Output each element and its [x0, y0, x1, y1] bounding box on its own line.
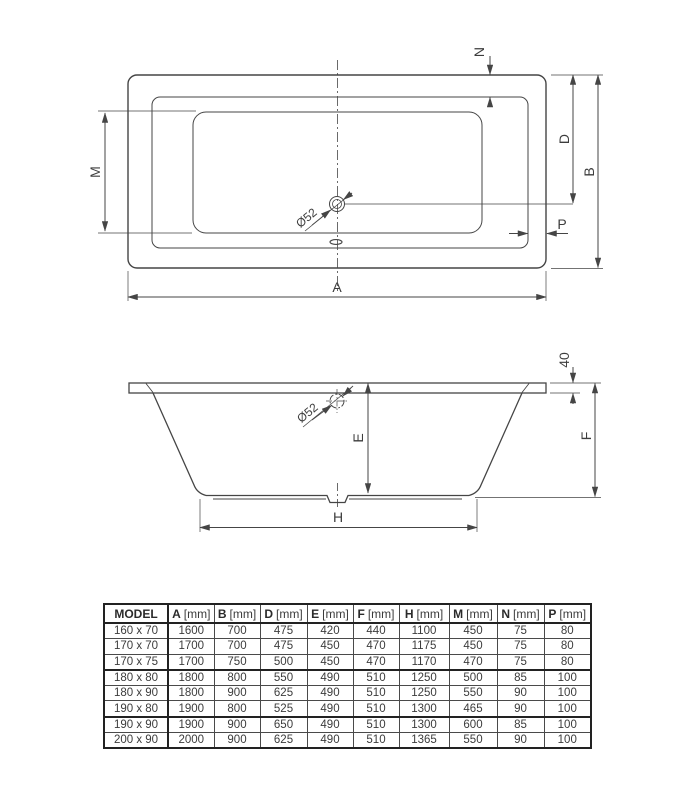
- dim-cell: 500: [449, 670, 497, 686]
- col-header-h: H [mm]: [399, 604, 449, 623]
- dim-cell: 500: [260, 654, 307, 670]
- overflow-diameter-label: Ø52: [294, 400, 321, 426]
- dim-cell: 525: [260, 701, 307, 717]
- dim-cell: 1700: [168, 639, 214, 654]
- dim-cell: 470: [353, 654, 399, 670]
- dim-cell: 700: [214, 623, 260, 639]
- dim-cell: 100: [544, 717, 591, 733]
- dim-cell: 800: [214, 701, 260, 717]
- table-row: [104, 686, 591, 701]
- top-view: [87, 47, 603, 301]
- table-row: [104, 717, 591, 733]
- dim-cell: 470: [449, 654, 497, 670]
- dim-cell: 420: [307, 623, 353, 639]
- dim-cell: 490: [307, 733, 353, 749]
- dim-cell: 80: [544, 639, 591, 654]
- dim-cell: 1250: [399, 686, 449, 701]
- model-cell: 170 x 70: [104, 639, 168, 654]
- dim-cell: 1175: [399, 639, 449, 654]
- dim-cell: 85: [497, 717, 544, 733]
- dim-label-H: H: [332, 509, 344, 525]
- dim-cell: 75: [497, 623, 544, 639]
- dim-cell: 90: [497, 686, 544, 701]
- right-wall: [469, 393, 522, 496]
- dim-cell: 900: [214, 733, 260, 749]
- col-header-model: MODEL: [104, 604, 168, 623]
- side-view: [129, 352, 601, 532]
- dim-cell: 800: [214, 670, 260, 686]
- model-cell: 180 x 80: [104, 670, 168, 686]
- dim-cell: 85: [497, 670, 544, 686]
- dim-cell: 700: [214, 639, 260, 654]
- dim-cell: 900: [214, 717, 260, 733]
- table-row: [104, 701, 591, 717]
- model-cell: 200 x 90: [104, 733, 168, 749]
- overflow-hole-top: [330, 240, 342, 245]
- dim-cell: 625: [260, 733, 307, 749]
- dim-cell: 75: [497, 654, 544, 670]
- dim-label-M: M: [87, 166, 103, 178]
- col-header-d: D [mm]: [260, 604, 307, 623]
- table-row: [104, 623, 591, 639]
- dim-cell: 100: [544, 733, 591, 749]
- dim-cell: 650: [260, 717, 307, 733]
- table-row: [104, 733, 591, 749]
- dim-cell: 550: [449, 686, 497, 701]
- dim-cell: 550: [449, 733, 497, 749]
- col-header-p: P [mm]: [544, 604, 591, 623]
- dim-cell: 1365: [399, 733, 449, 749]
- dim-cell: 1250: [399, 670, 449, 686]
- model-cell: 190 x 90: [104, 717, 168, 733]
- model-cell: 190 x 80: [104, 701, 168, 717]
- dim-label-F: F: [578, 431, 594, 441]
- tub-inner-rim: [152, 97, 528, 248]
- dim-cell: 90: [497, 733, 544, 749]
- dim-cell: 1600: [168, 623, 214, 639]
- table-row: [104, 639, 591, 654]
- dim-cell: 1300: [399, 701, 449, 717]
- dim-label-P: P: [557, 216, 567, 232]
- dim-cell: 490: [307, 701, 353, 717]
- dim-cell: 465: [449, 701, 497, 717]
- col-header-n: N [mm]: [497, 604, 544, 623]
- dim-cell: 475: [260, 623, 307, 639]
- dim-cell: 450: [307, 639, 353, 654]
- dim-cell: 550: [260, 670, 307, 686]
- dim-cell: 80: [544, 654, 591, 670]
- model-cell: 160 x 70: [104, 623, 168, 639]
- dim-cell: 100: [544, 686, 591, 701]
- table-header-row: [104, 604, 591, 623]
- dim-label-A: A: [332, 279, 342, 295]
- drain-diameter-label: Ø52: [293, 205, 320, 231]
- dim-cell: 490: [307, 717, 353, 733]
- dim-cell: 1700: [168, 654, 214, 670]
- dim-cell: 600: [449, 717, 497, 733]
- dim-label-N: N: [471, 46, 487, 58]
- dim-cell: 490: [307, 670, 353, 686]
- rim-profile: [129, 383, 546, 393]
- dim-cell: 1800: [168, 670, 214, 686]
- col-header-e: E [mm]: [307, 604, 353, 623]
- dim-cell: 1300: [399, 717, 449, 733]
- dim-cell: 75: [497, 639, 544, 654]
- dimension-M: [98, 111, 196, 233]
- dim-cell: 510: [353, 717, 399, 733]
- dimension-rim-thickness: [550, 367, 601, 404]
- dim-label-E: E: [350, 433, 366, 443]
- dim-cell: 510: [353, 733, 399, 749]
- dimensions-table: [103, 603, 592, 749]
- dim-cell: 1900: [168, 701, 214, 717]
- dim-cell: 510: [353, 670, 399, 686]
- dim-cell: 1900: [168, 717, 214, 733]
- col-header-b: B [mm]: [214, 604, 260, 623]
- dim-cell: 450: [449, 623, 497, 639]
- tub-outer-rim: [128, 75, 546, 268]
- dim-cell: 750: [214, 654, 260, 670]
- table-row: [104, 654, 591, 670]
- dim-label-B: B: [581, 167, 597, 177]
- dim-cell: 1100: [399, 623, 449, 639]
- left-wall: [153, 393, 206, 496]
- dim-cell: 470: [353, 639, 399, 654]
- dim-cell: 90: [497, 701, 544, 717]
- dim-cell: 450: [449, 639, 497, 654]
- col-header-f: F [mm]: [353, 604, 399, 623]
- dim-cell: 510: [353, 701, 399, 717]
- dim-label-rim-thickness: 40: [556, 352, 572, 368]
- col-header-a: A [mm]: [168, 604, 214, 623]
- table-row: [104, 670, 591, 686]
- dim-cell: 1800: [168, 686, 214, 701]
- model-cell: 180 x 90: [104, 686, 168, 701]
- dim-cell: 440: [353, 623, 399, 639]
- col-header-m: M [mm]: [449, 604, 497, 623]
- dim-cell: 80: [544, 623, 591, 639]
- dim-cell: 450: [307, 654, 353, 670]
- dim-cell: 100: [544, 701, 591, 717]
- dim-cell: 2000: [168, 733, 214, 749]
- dim-cell: 625: [260, 686, 307, 701]
- model-cell: 170 x 75: [104, 654, 168, 670]
- dim-label-D: D: [556, 133, 572, 145]
- dim-cell: 490: [307, 686, 353, 701]
- dim-cell: 475: [260, 639, 307, 654]
- dim-cell: 1170: [399, 654, 449, 670]
- dim-cell: 510: [353, 686, 399, 701]
- dim-cell: 900: [214, 686, 260, 701]
- dim-cell: 100: [544, 670, 591, 686]
